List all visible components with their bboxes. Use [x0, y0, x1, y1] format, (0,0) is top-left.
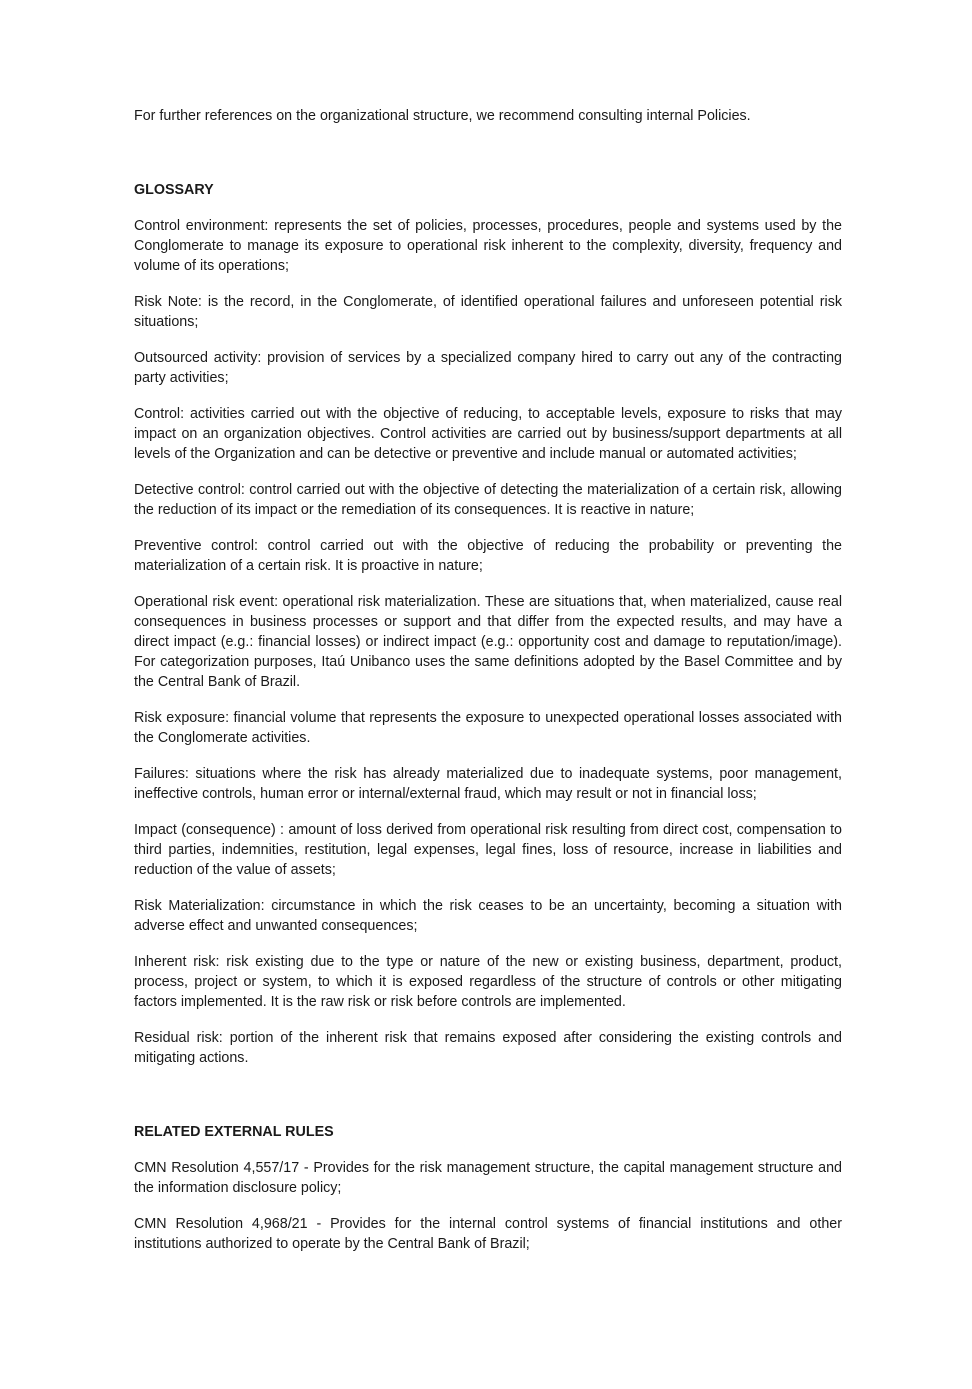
glossary-entry-risk-note: Risk Note: is the record, in the Conglomerate, of identified operational failures and unforeseen potential risk situations;: [134, 294, 842, 330]
glossary-section: [134, 180, 842, 1068]
glossary-entry-failures: Failures: situations where the risk has already materialized due to inadequate systems, poor management, ineffective controls, human error or internal/external fraud, which may result or not in financial loss;: [134, 766, 842, 802]
glossary-entry-outsourced-activity: Outsourced activity: provision of services by a specialized company hired to carry out any of the contracting party activities;: [134, 350, 842, 386]
glossary-entry-preventive-control: Preventive control: control carried out with the objective of reducing the probability or preventing the materialization of a certain risk. It is proactive in nature;: [134, 538, 842, 574]
glossary-entry-risk-exposure: Risk exposure: financial volume that represents the exposure to unexpected operational losses associated with the Conglomerate activities.: [134, 710, 842, 746]
glossary-entry-control-environment: Control environment: represents the set of policies, processes, procedures, people and systems used by the Conglomerate to manage its exposure to operational risk inherent to the complexity, diversity, frequency and volume of its operations;: [134, 218, 842, 274]
external-rules-section: [134, 1122, 842, 1254]
glossary-entry-detective-control: Detective control: control carried out with the objective of detecting the materialization of a certain risk, allowing the reduction of its impact or the remediation of its consequences. It is reactive in nature;: [134, 482, 842, 518]
glossary-heading: GLOSSARY: [134, 182, 214, 198]
glossary-entry-impact: Impact (consequence) : amount of loss derived from operational risk resulting from direct cost, compensation to third parties, indemnities, restitution, legal expenses, legal fines, loss of resource, increase in liabilities and reduction of the value of assets;: [134, 822, 842, 878]
external-rules-heading: RELATED EXTERNAL RULES: [134, 1124, 334, 1140]
document-page: [134, 106, 842, 1270]
glossary-entry-inherent-risk: Inherent risk: risk existing due to the type or nature of the new or existing business, department, product, process, project or system, to which it is exposed regardless of the structure of controls or other mitigating factors implemented. It is the raw risk or risk before controls are implemented.: [134, 954, 842, 1010]
external-rule-cmn-4968: CMN Resolution 4,968/21 - Provides for the internal control systems of financial institutions and other institutions authorized to operate by the Central Bank of Brazil;: [134, 1216, 842, 1252]
intro-paragraph: For further references on the organizational structure, we recommend consulting internal Policies.: [134, 108, 751, 124]
external-rule-cmn-4557: CMN Resolution 4,557/17 - Provides for the risk management structure, the capital management structure and the information disclosure policy;: [134, 1160, 842, 1196]
section-spacer: [134, 1084, 842, 1122]
glossary-entry-control: Control: activities carried out with the objective of reducing, to acceptable levels, exposure to risks that may impact on an organization objectives. Control activities are carried out by business/support departments at all levels of the Organization and can be detective or preventive and include manual or automated activities;: [134, 406, 842, 462]
glossary-entry-operational-risk-event: Operational risk event: operational risk materialization. These are situations that, when materialized, cause real consequences in business processes or support and that differ from the expected results, and may have a direct impact (e.g.: financial losses) or indirect impact (e.g.: opportunity cost and damage to reputation/image). For categorization purposes, Itaú Unibanco uses the same definitions adopted by the Basel Committee and by the Central Bank of Brazil.: [134, 594, 842, 690]
glossary-entry-risk-materialization: Risk Materialization: circumstance in which the risk ceases to be an uncertainty, becoming a situation with adverse effect and unwanted consequences;: [134, 898, 842, 934]
glossary-entry-residual-risk: Residual risk: portion of the inherent risk that remains exposed after considering the existing controls and mitigating actions.: [134, 1030, 842, 1066]
